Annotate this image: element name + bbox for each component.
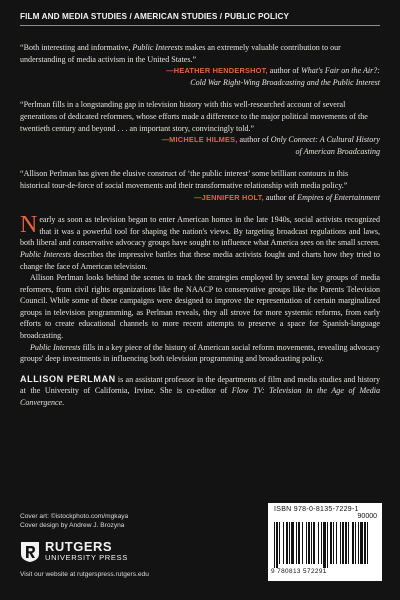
blurb-attribution: —JENNIFER HOLT, author of Empires of Entertainment	[194, 192, 380, 202]
blurb-quote: “Allison Perlman has given the elusive construct of ‘the public interest’ some brilliant contours in this historical tour-de-force of social movements and their transformative relationship with media policy.”	[20, 169, 349, 190]
cover-design-credit: Cover design by Andrew J. Brozyna	[20, 522, 125, 529]
publisher-name: RUTGERS	[45, 539, 113, 554]
category-header: FILM AND MEDIA STUDIES / AMERICAN STUDIES / PUBLIC POLICY	[20, 12, 290, 21]
barcode-panel	[268, 503, 382, 581]
blurb-hilmes	[20, 99, 380, 157]
price-code: 90000	[357, 513, 377, 520]
description-paragraph: Allison Perlman looks behind the scenes to track the strategies employed by several key groups of media reformers, from civil rights organizations like the NAACP to conservative groups like the Parents Television Council. While some of these campaigns were designed to improve the representation of certain marginalized groups in television programming, as Perlman reveals, they all strove for more systemic reforms, from early efforts to create educational channels to more recent attempts to preserve a space for Spanish-language broadcasting.	[20, 273, 380, 341]
blurb-quote: “Both interesting and informative, Public Interests makes an extremely valuable contribution to our understanding of media activism in the United States.”	[20, 43, 341, 64]
isbn-label: ISBN 978-0-8135-7229-1	[274, 506, 359, 513]
author-name: ALLISON PERLMAN	[20, 373, 116, 384]
description-paragraph: Nearly as soon as television began to enter American homes in the late 1940s, social activists recognized that it was a powerful tool for shaping the nation's views. By targeting broadcast regulations and laws, both liberal and conservative advocacy groups have sought to influence what America sees on the small screen. Public Interests describes the impressive battles that these media activists fought and charts how they tried to change the face of American television.	[20, 212, 380, 271]
cover-art-credit: Cover art: ©istockphoto.com/mgkaya	[20, 513, 129, 520]
author-bio: ALLISON PERLMAN is an assistant professor in the departments of film and media studies and history at the University of California, Irvine. She is co-editor of Flow TV: Television in the Age of Media Convergence.	[20, 373, 380, 408]
description-paragraph: Public Interests fills in a key piece of the history of American social reform movements, revealing advocacy groups' deep investments in influencing both television programming and broadcasting policy.	[20, 342, 380, 364]
header-divider	[20, 25, 380, 26]
drop-cap: N	[20, 212, 38, 239]
blurb-quote: “Perlman fills in a longstanding gap in television history with this well-researched account of several generations of dedicated reformers, whose efforts made a difference to the major political movements of the twentieth century and beyond . . . an important story, convincingly told.”	[20, 100, 368, 133]
blurb-attribution: —MICHELE HILMES, author of Only Connect: A Cultural History	[161, 135, 380, 145]
blurb-work: Cold War Right-Wing Broadcasting and the Public Interest	[190, 77, 380, 87]
blurb-hendershot	[20, 42, 380, 88]
blurb-work: of American Broadcasting	[295, 146, 380, 156]
book-description	[20, 214, 380, 365]
publisher-subname: UNIVERSITY PRESS	[45, 553, 128, 562]
blurb-holt	[20, 168, 380, 203]
rutgers-r-shield-icon	[20, 541, 40, 563]
barcode-icon	[274, 522, 376, 568]
publisher-website: Visit our website at rutgerspress.rutgers.edu	[20, 571, 149, 578]
barcode-digits: 9 780813 572291	[271, 568, 327, 575]
cover-credits	[20, 512, 128, 530]
blurb-attribution: —HEATHER HENDERSHOT, author of What's Fair on the Air?:	[166, 66, 380, 76]
publisher-logo	[20, 540, 128, 563]
cover-content	[20, 42, 380, 409]
